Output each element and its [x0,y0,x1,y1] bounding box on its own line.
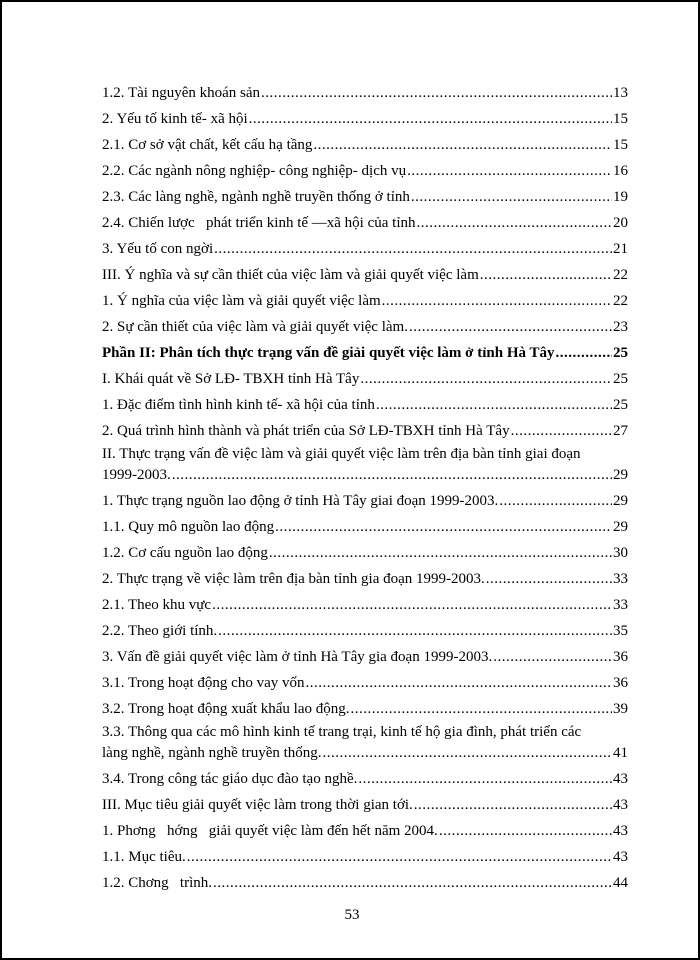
toc-page-number: 15 [613,137,628,153]
toc-leader-dots [313,136,612,154]
toc-entry-text: Phần II: Phân tích thực trạng vấn đề giải quyết việc làm ở tỉnh Hà Tây [102,345,555,361]
toc-page-number: 35 [613,623,628,639]
toc-entry-text: 1. Ý nghĩa của việc làm và giải quyết việc làm [102,293,381,309]
toc-leader-dots [409,318,612,336]
toc-leader-dots [486,570,612,588]
toc-entry [102,362,628,388]
toc-page-number: 29 [613,467,628,483]
toc-entry-text: 1.2. Cơ cấu nguồn lao động [102,545,268,561]
toc-page-number: 19 [613,189,628,205]
toc-leader-dots [499,492,612,510]
toc-page-number: 44 [613,875,628,891]
toc-page-number: 21 [613,241,628,257]
toc-entry-text: 3.4. Trong công tác giáo dục đào tạo nghề. [102,771,358,787]
toc-entry [102,206,628,232]
toc-leader-dots [172,466,612,484]
toc-page-number: 27 [613,423,628,439]
toc-page-number: 43 [613,823,628,839]
toc-leader-dots [493,648,612,666]
toc-page-number: 33 [613,571,628,587]
toc-entry-text: 2. Sự cần thiết của việc làm và giải quyết việc làm. [102,319,408,335]
toc-page-number: 29 [613,519,628,535]
toc-entry-text: 2. Yếu tố kinh tế- xã hội [102,111,248,127]
toc-leader-dots [275,518,612,536]
toc-entry [102,510,628,536]
toc-leader-dots [269,544,612,562]
toc-entry [102,788,628,814]
toc-entry [102,128,628,154]
toc-entry-text: I. Khái quát về Sở LĐ- TBXH tỉnh Hà Tây [102,371,360,387]
toc-entry-text: 2.3. Các làng nghề, ngành nghề truyền thống ở tỉnh [102,189,410,205]
toc-entry-text: 2.2. Các ngành nông nghiệp- công nghiệp- dịch vụ [102,163,407,179]
toc-entry-text: 1.1. Quy mô nguồn lao động [102,519,275,535]
toc-page-number: 36 [613,649,628,665]
toc-leader-dots [360,370,612,388]
toc-leader-dots [411,188,612,206]
toc-entry-text: 1. Đặc điểm tình hình kinh tế- xã hội của tỉnh [102,397,375,413]
toc-entry [102,154,628,180]
toc-leader-dots [376,396,612,414]
toc-leader-dots [480,266,612,284]
toc-leader-dots [214,240,612,258]
toc-entry-multiline [102,722,628,762]
toc-leader-dots [407,162,612,180]
toc-leader-dots [249,110,612,128]
toc-entry-text: 3.2. Trong hoạt động xuất khẩu lao động. [102,701,350,717]
toc-leader-dots [417,214,613,232]
toc-entry [102,692,628,718]
toc-entry-text: 2.2. Theo giới tính. [102,623,218,639]
toc-entry [102,640,628,666]
toc-entry-text: 1. Thực trạng nguồn lao động ở tỉnh Hà Tây giai đoạn 1999-2003. [102,493,499,509]
toc-page-number: 36 [613,675,628,691]
toc-entry-text-continued: làng nghề, ngành nghề truyền thống. [102,745,322,761]
toc-entry [102,484,628,510]
toc-page-number: 30 [613,545,628,561]
toc-entry-text: 3. Yếu tố con ngời [102,241,214,257]
toc-entry [102,258,628,284]
toc-entry [102,588,628,614]
toc-entry-text: 3.1. Trong hoạt động cho vay vốn [102,675,305,691]
toc-page-number: 41 [613,745,628,761]
toc-leader-dots [382,292,612,310]
toc-page-number: 43 [613,849,628,865]
toc-entry-text: III. Ý nghĩa và sự cần thiết của việc làm và giải quyết việc làm [102,267,479,283]
toc-entry-text: III. Mục tiêu giải quyết việc làm trong thời gian tới. [102,797,413,813]
toc-entry [102,840,628,866]
toc-page-number: 33 [613,597,628,613]
toc-entry-text: 1.2. Chơng trình. [102,875,213,891]
toc-entry-text: 1.2. Tài nguyên khoán sản [102,85,261,101]
toc-entry-text: 1.1. Mục tiêu. [102,849,186,865]
toc-entry-text: II. Thực trạng vấn đề việc làm và giải quyết việc làm trên địa bàn tỉnh giai đoạn [102,446,581,462]
toc-leader-dots [511,422,612,440]
toc-leader-dots [323,744,612,762]
toc-entry [102,666,628,692]
toc-entry [102,76,628,102]
toc-entry-text: 2. Thực trạng về việc làm trên địa bàn tỉnh gia đoạn 1999-2003. [102,571,485,587]
toc-page-number: 25 [613,397,628,413]
toc-leader-dots [414,796,612,814]
toc-entry [102,232,628,258]
toc-entry-text: 3. Vấn đề giải quyết việc làm ở tỉnh Hà Tây gia đoạn 1999-2003. [102,649,493,665]
toc-page-number: 29 [613,493,628,509]
toc-entry-text: 2.1. Theo khu vực [102,597,212,613]
toc-leader-dots [187,848,612,866]
toc-leader-dots [212,596,612,614]
toc-page-number: 20 [613,215,628,231]
toc-entry-text: 2.1. Cơ sở vật chất, kết cấu hạ tầng [102,137,313,153]
toc-entry [102,866,628,892]
toc-entry [102,814,628,840]
toc-leader-dots [261,84,612,102]
toc-entry [102,284,628,310]
toc-page-number: 23 [613,319,628,335]
toc-entry [102,614,628,640]
page-number-footer: 53 [344,907,360,923]
toc-entry-text: 3.3. Thông qua các mô hình kinh tế trang trại, kinh tế hộ gia đình, phát triển các [102,724,582,740]
toc-page-number: 22 [613,267,628,283]
toc-leader-dots [358,770,612,788]
toc-page-number: 13 [613,85,628,101]
toc-entry-text: 2.4. Chiến lược phát triển kinh tế —xã hội của tỉnh [102,215,416,231]
toc-page-number: 15 [613,111,628,127]
toc-leader-dots [555,344,612,362]
toc-leader-dots [439,822,612,840]
toc-entry-text: 1. Phơng hớng giải quyết việc làm đến hết năm 2004. [102,823,438,839]
toc-leader-dots [351,700,613,718]
toc-entry-text-continued: 1999-2003. [102,467,171,483]
toc-leader-dots [218,622,612,640]
toc-entry [102,388,628,414]
toc-entry-multiline [102,444,628,484]
toc-page-number: 43 [613,771,628,787]
toc-entry [102,102,628,128]
toc-entry [102,310,628,336]
toc-leader-dots [213,874,612,892]
toc-entry [102,562,628,588]
toc-entry-text: 2. Quá trình hình thành và phát triển của Sở LĐ-TBXH tỉnh Hà Tây [102,423,510,439]
toc-entry [102,762,628,788]
toc-leader-dots [306,674,613,692]
toc-page-number: 22 [613,293,628,309]
toc-page-number: 25 [613,371,628,387]
toc-page-number: 16 [613,163,628,179]
toc-page-number: 43 [613,797,628,813]
toc-page-number: 39 [613,701,628,717]
toc-page-number: 25 [613,345,628,361]
table-of-contents [102,76,628,892]
toc-entry [102,180,628,206]
toc-entry [102,536,628,562]
toc-entry [102,414,628,440]
toc-part-heading [102,336,628,362]
